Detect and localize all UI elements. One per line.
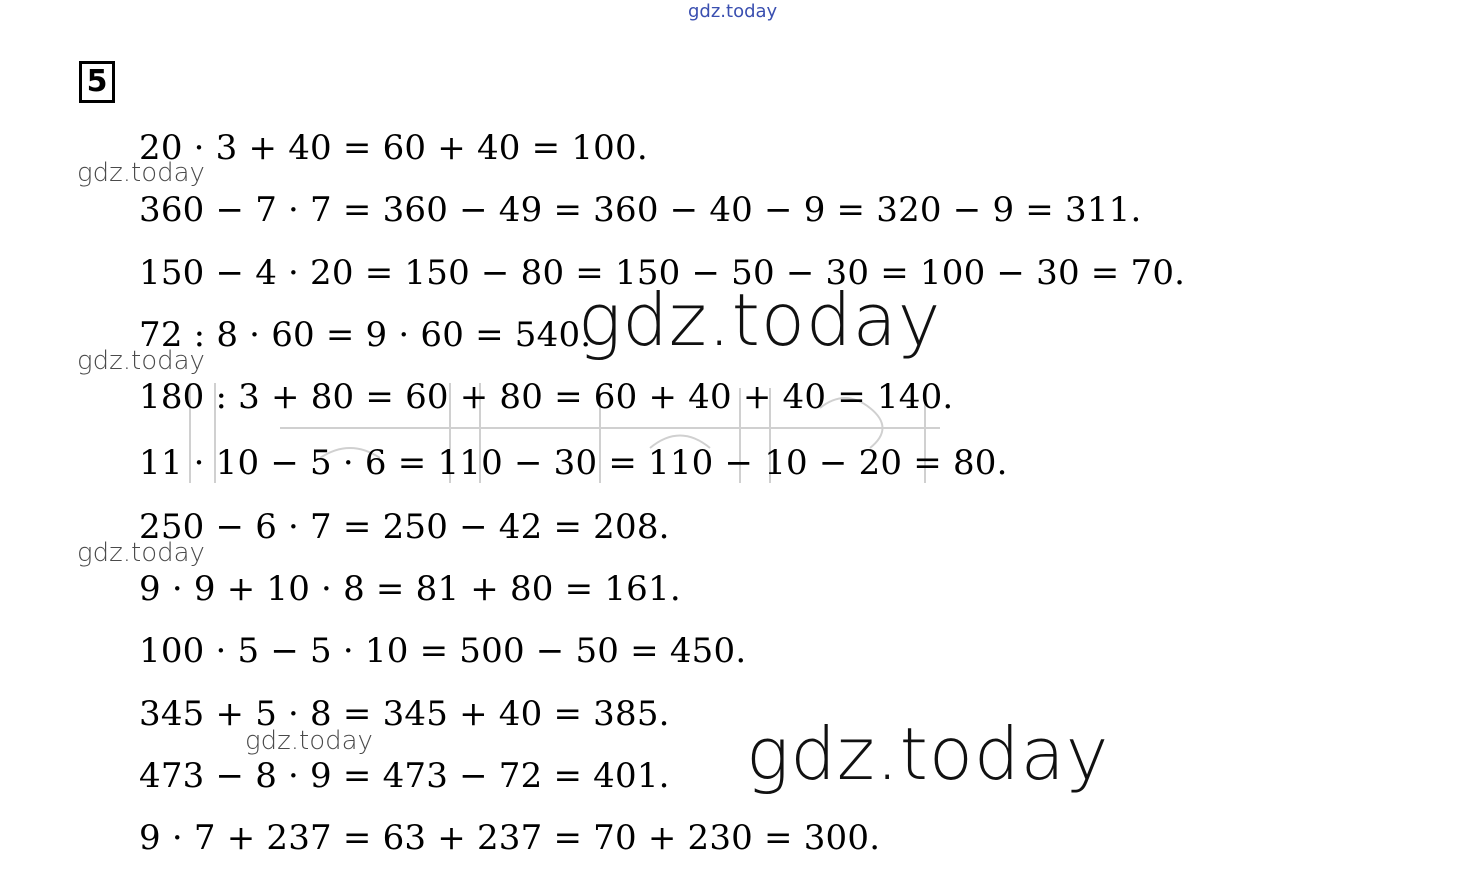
watermark-small: gdz.today	[77, 346, 205, 376]
equation-line: 11 · 10 − 5 · 6 = 110 − 30 = 110 − 10 − 20 = 80.	[139, 443, 1008, 483]
watermark-small: gdz.today	[77, 158, 205, 188]
equation-line: 360 − 7 · 7 = 360 − 49 = 360 − 40 − 9 = 320 − 9 = 311.	[139, 190, 1142, 230]
equation-line: 473 − 8 · 9 = 473 − 72 = 401.	[139, 756, 670, 796]
task-number-badge: 5	[79, 61, 115, 103]
equation-line: 72 : 8 · 60 = 9 · 60 = 540.	[139, 315, 592, 355]
equation-line: 20 · 3 + 40 = 60 + 40 = 100.	[139, 128, 648, 168]
equation-line: 180 : 3 + 80 = 60 + 80 = 60 + 40 + 40 = 140.	[139, 377, 954, 417]
equation-line: 100 · 5 − 5 · 10 = 500 − 50 = 450.	[139, 631, 747, 671]
watermark-small: gdz.today	[245, 726, 373, 756]
equation-line: 9 · 9 + 10 · 8 = 81 + 80 = 161.	[139, 569, 681, 609]
watermark-small: gdz.today	[77, 538, 205, 568]
equation-line: 9 · 7 + 237 = 63 + 237 = 70 + 230 = 300.	[139, 818, 881, 858]
equation-line: 250 − 6 · 7 = 250 − 42 = 208.	[139, 507, 670, 547]
watermark-large: gdz.today	[746, 712, 1110, 796]
equation-line: 345 + 5 · 8 = 345 + 40 = 385.	[139, 694, 670, 734]
watermark-top: gdz.today	[688, 1, 778, 22]
equation-line: 150 − 4 · 20 = 150 − 80 = 150 − 50 − 30 = 100 − 30 = 70.	[139, 253, 1186, 293]
watermark-large: gdz.today	[578, 278, 942, 362]
